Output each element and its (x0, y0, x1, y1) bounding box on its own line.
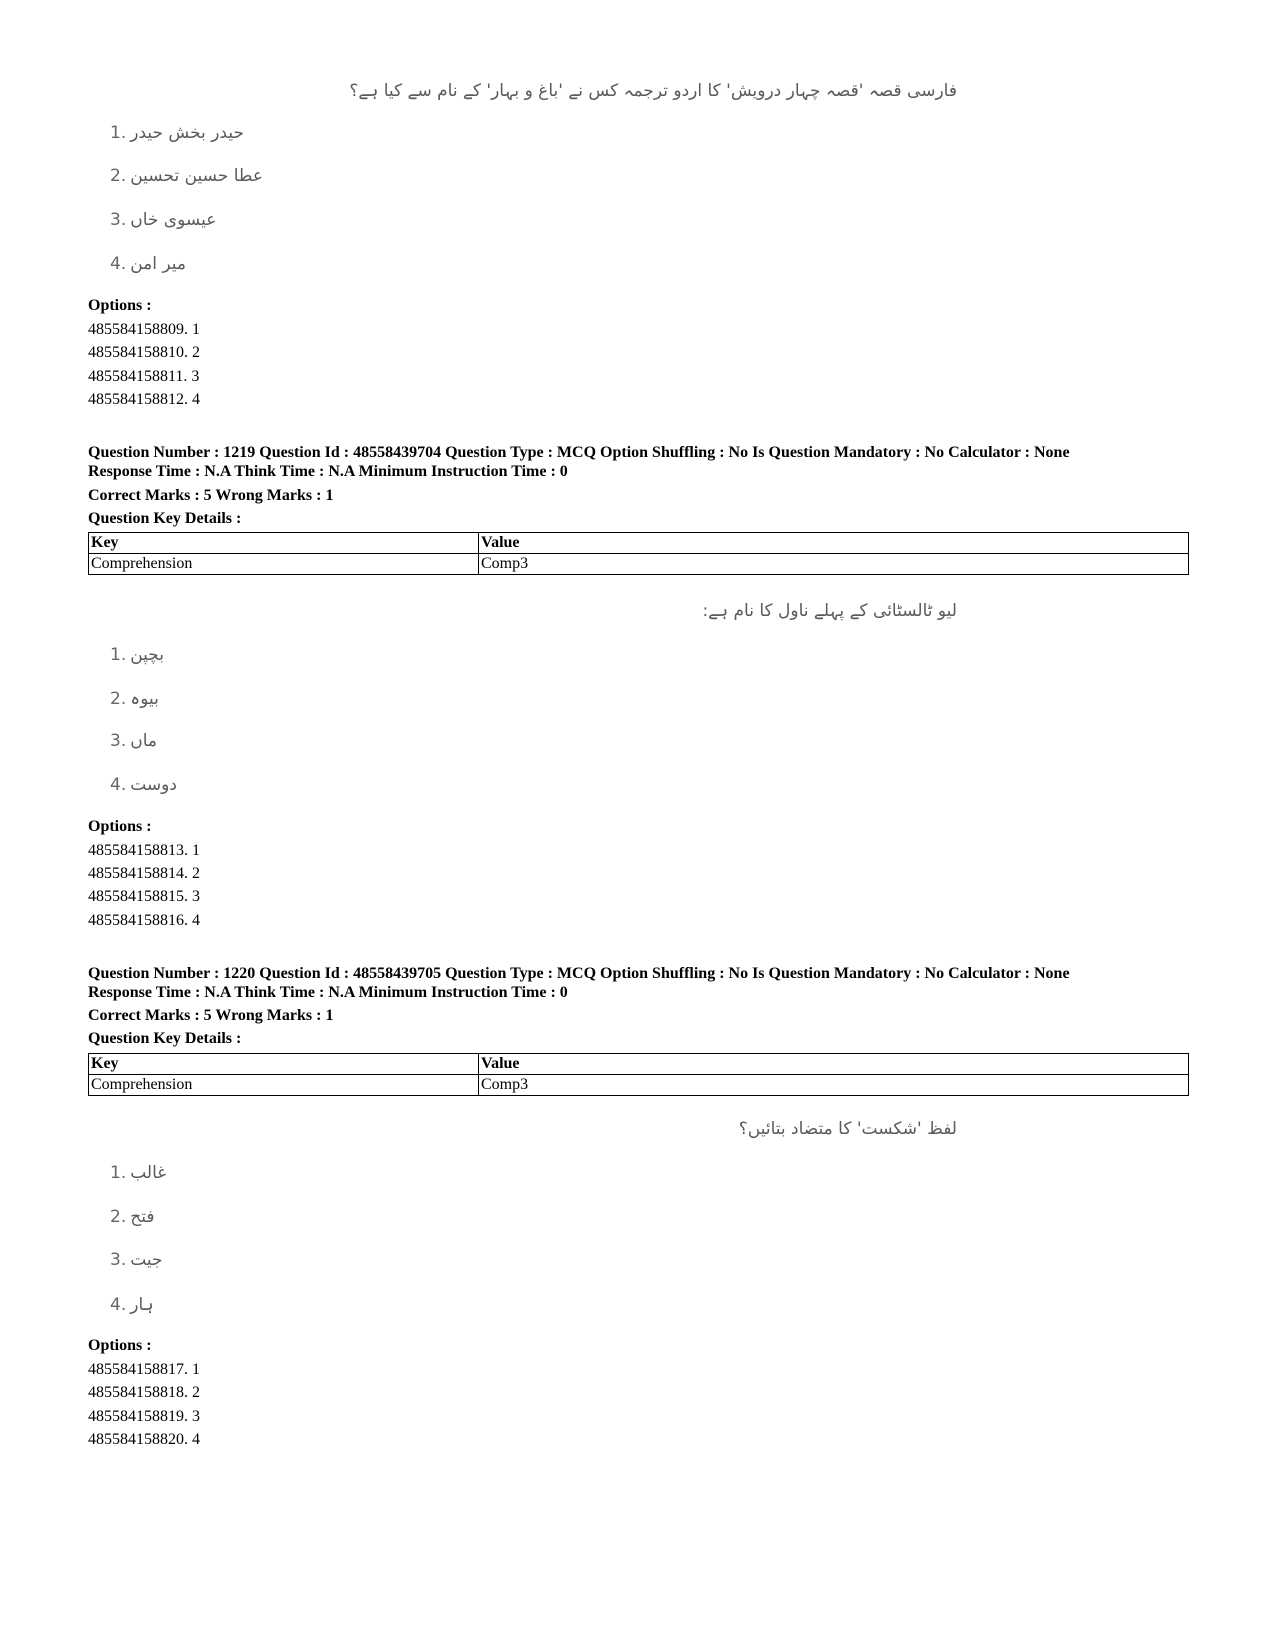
choice-image-3: 3. جیت (110, 1250, 163, 1270)
table-row: Comprehension Comp3 (89, 1075, 1189, 1096)
table-row: Comprehension Comp3 (89, 554, 1189, 575)
question-meta: Question Number : 1220 Question Id : 48558439705 Question Type : MCQ Option Shuffling : No Is Question Mandatory : No Calculator : None Response Time : N.A Think Time : N.A Minimum Instruction Time : 0 (88, 965, 1070, 1001)
question-text-image: لیو ٹالسٹائی کے پہلے ناول کا نام ہے: (702, 601, 957, 621)
option-id: 485584158820. 4 (88, 1431, 200, 1448)
choice-image-1: 1. حیدر بخش حیدر (110, 123, 244, 143)
option-id: 485584158810. 2 (88, 344, 200, 361)
question-text-image: لفظ 'شکست' کا متضاد بتائیں؟ (738, 1119, 957, 1139)
option-id: 485584158812. 4 (88, 391, 200, 408)
option-id: 485584158815. 3 (88, 888, 200, 905)
options-label: Options : (88, 818, 152, 835)
choice-image-2: 2. بیوہ (110, 688, 159, 709)
key-details-label: Question Key Details : (88, 510, 242, 527)
option-id: 485584158819. 3 (88, 1408, 200, 1425)
option-id: 485584158814. 2 (88, 865, 200, 882)
key-details-table (88, 532, 1189, 575)
choice-image-3: 3. ماں (110, 731, 158, 751)
question-text-image: فارسی قصہ 'قصہ چہار درویش' کا اردو ترجمہ کس نے 'باغ و بہار' کے نام سے کیا ہے؟ (349, 81, 957, 101)
option-id: 485584158818. 2 (88, 1384, 200, 1401)
choice-image-1: 1. غالب (110, 1163, 167, 1183)
table-header-value: Value (479, 533, 1189, 554)
marks-line: Correct Marks : 5 Wrong Marks : 1 (88, 487, 334, 504)
options-label: Options : (88, 1337, 152, 1354)
option-id: 485584158813. 1 (88, 842, 200, 859)
key-details-table (88, 1053, 1189, 1096)
table-header-key: Key (89, 1054, 479, 1075)
key-details-label: Question Key Details : (88, 1030, 242, 1047)
question-meta: Question Number : 1219 Question Id : 48558439704 Question Type : MCQ Option Shuffling : No Is Question Mandatory : No Calculator : None Response Time : N.A Think Time : N.A Minimum Instruction Time : 0 (88, 444, 1070, 480)
choice-image-4: 4. دوست (110, 775, 177, 795)
option-id: 485584158816. 4 (88, 912, 200, 929)
option-id: 485584158817. 1 (88, 1361, 200, 1378)
choice-image-4: 4. میر امن (110, 254, 187, 274)
option-id: 485584158811. 3 (88, 368, 200, 385)
choice-image-2: 2. فتح (110, 1207, 155, 1227)
options-label: Options : (88, 297, 152, 314)
choice-image-1: 1. بچپن (110, 645, 165, 665)
option-id: 485584158809. 1 (88, 321, 200, 338)
choice-image-4: 4. ہار (110, 1294, 154, 1315)
choice-image-2: 2. عطا حسین تحسین (110, 166, 263, 186)
marks-line: Correct Marks : 5 Wrong Marks : 1 (88, 1007, 334, 1024)
table-header-value: Value (479, 1054, 1189, 1075)
choice-image-3: 3. عیسوی خاں (110, 210, 217, 230)
table-header-key: Key (89, 533, 479, 554)
